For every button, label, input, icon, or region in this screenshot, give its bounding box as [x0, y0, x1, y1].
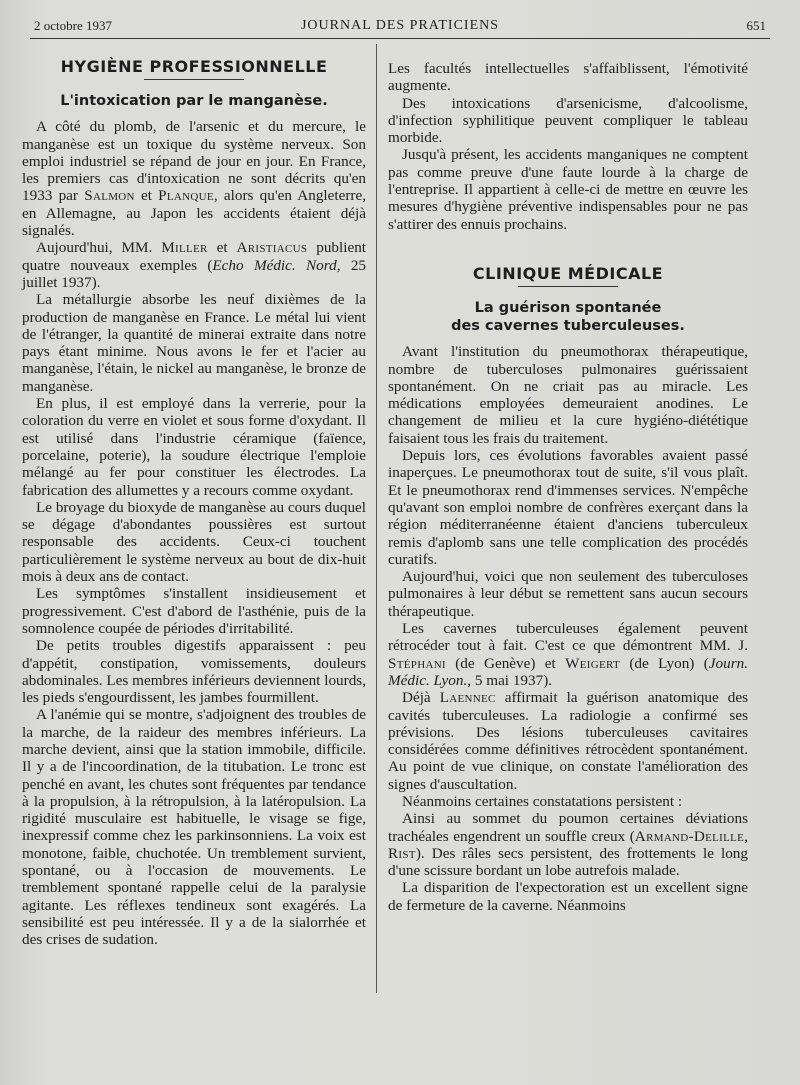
- author-name: Rist: [388, 844, 416, 862]
- journal-reference: Echo Médic. Nord: [212, 256, 337, 274]
- author-name: Weigert: [565, 654, 620, 672]
- author-name: Salmon: [84, 187, 135, 205]
- section-title-clinique: CLINIQUE MÉDICALE: [472, 263, 664, 283]
- paragraph: Déjà Laennec affirmait la guérison anatomique des cavités tuberculeuses. La radiologie a confirmé ses prévisions. Des lésions tuberculeuses cavitaires considérées comme définitives rétrocèdent spontanément. Au point de vue clinique, on constate l'amélioration des signes d'auscultation.: [388, 689, 749, 793]
- paragraph: A l'anémie qui se montre, s'adjoignent des troubles de la marche, de la raideur des membres inférieurs. La marche devient, ainsi que la station immobile, difficile. Il y a de l'incoordination, de la titubation. Le tronc est penché en avant, les chutes sont fréquentes par tendance à la propulsion, à la rétropulsion, à la latéropulsion. La rigidité musculaire est habituelle, le visage se fige, inexpressif comme chez les parkinsonniens. La voix est monotone, faible, chuchotée. Un tremblement survient, spontané, ou à l'occasion de mouvements. Le tremblement spontané rappelle celui de la paralysie agitante. Les réflexes tendineux sont exagérés. La sensibilité est peu intéressée. Il y a de la sialorrhée et des crises de sudation.: [22, 706, 366, 949]
- paragraph: La métallurgie absorbe les neuf dixièmes de la production de manganèse en France. Le métal lui vient de l'étranger, la quantité de minerai extraite dans notre pays étant minime. Nous avons le fer et l'acier au manganèse, l'étain, le nickel au manganèse, le bronze de manganèse.: [22, 291, 366, 395]
- paragraph: Néanmoins certaines constatations persistent :: [402, 792, 683, 810]
- paragraph: Jusqu'à présent, les accidents manganiques ne comptent pas comme preuve d'une faute lourde à la charge de l'entreprise. Il appartient à celle-ci de mettre en œuvre les mesures d'hygiène préventive indispensables pour ne pas s'attirer des ennuis prochains.: [388, 146, 748, 233]
- paragraph: Ainsi au sommet du poumon certaines déviations trachéales engendrent un souffle creux (Armand-Delille, Rist). Des râles secs persistent, des frottements le long d'une scissure bordant un lobe autrefois malade.: [388, 810, 748, 880]
- author-name: Aristiacus: [236, 239, 308, 257]
- issue-date: 2 octobre 1937: [34, 18, 112, 33]
- article-title-manganese: L'intoxication par le manganèse.: [60, 93, 328, 110]
- right-column: [388, 60, 748, 914]
- paragraph: Les facultés intellectuelles s'affaiblissent, l'émotivité augmente.: [388, 60, 748, 95]
- author-name: Stéphani: [388, 654, 446, 672]
- journal-title: JOURNAL DES PRATICIENS: [300, 18, 500, 33]
- paragraph: La disparition de l'expectoration est un excellent signe de fermeture de la caverne. Néanmoins: [388, 879, 748, 914]
- section-rule: [518, 286, 618, 287]
- paragraph: A côté du plomb, de l'arsenic et du mercure, le manganèse est un toxique du système nerveux. Son emploi industriel se répand de jour en jour. En France, les premiers cas d'intoxication ne sont décrits qu'en 1933 par Salmon et Planque, alors qu'en Angleterre, en Allemagne, au Japon les accidents étaient déjà signalés.: [22, 118, 367, 240]
- author-name: Planque: [158, 187, 214, 205]
- paragraph: Depuis lors, ces évolutions favorables avaient passé inaperçues. Le pneumothorax tout de suite, s'il vous plaît. Et le pneumothorax rend d'immenses services. N'empêche qu'avant son emploi nombre de confrères exerçant dans la région méditerranéenne étaient d'anciens tuberculeux remis d'aplomb sans une telle complication des procédés curatifs.: [388, 447, 748, 568]
- author-name: Laennec: [439, 689, 496, 707]
- paragraph: Les symptômes s'installent insidieusement et progressivement. C'est d'abord de l'asthénie, puis de la somnolence coupée de périodes d'irritabilité.: [22, 585, 366, 637]
- running-head: [34, 18, 766, 36]
- paragraph: Avant l'institution du pneumothorax thérapeutique, nombre de tuberculoses pulmonaires guérissaient spontanément. On ne criait pas au miracle. Les médications employées demeuraient anodines. Le changement de milieu et la cure hygiéno-diététique faisaient tous les frais du traitement.: [388, 343, 748, 447]
- article-title-cavernes: La guérison spontanée des cavernes tuberculeuses.: [451, 300, 685, 335]
- column-divider: [376, 44, 377, 993]
- paragraph: Les cavernes tuberculeuses également peuvent rétrocéder tout à fait. C'est ce que démontrent MM. J. Stéphani (de Genève) et Weigert (de Lyon) (Journ. Médic. Lyon., 5 mai 1937).: [388, 620, 748, 689]
- paragraph: De petits troubles digestifs apparaissent : peu d'appétit, constipation, vomissements, douleurs abdominales. Les membres inférieurs deviennent lourds, les pieds s'engourdissent, les jambes fourmillent.: [22, 637, 366, 707]
- paragraph: Aujourd'hui, voici que non seulement des tuberculoses pulmonaires à leur début se remettent sans aucun secours thérapeutique.: [388, 568, 748, 620]
- author-name: Miller: [161, 239, 208, 257]
- paragraph: Aujourd'hui, MM. Miller et Aristiacus publient quatre nouveaux exemples (Echo Médic. Nord, 25 juillet 1937).: [22, 239, 367, 291]
- section-rule: [144, 79, 244, 80]
- page-number: 651: [746, 18, 766, 33]
- paragraph: Le broyage du bioxyde de manganèse au cours duquel se dégage d'abondantes poussières est surtout responsable des accidents. Ceux-ci touchent particulièrement le système nerveux au bout de dix-huit mois à deux ans de contact.: [22, 498, 366, 586]
- header-rule: [30, 38, 770, 39]
- paragraph: Des intoxications d'arsenicisme, d'alcoolisme, d'infection syphilitique peuvent compliquer le tableau morbide.: [388, 94, 748, 147]
- section-title-hygiene: HYGIÈNE PROFESSIONNELLE: [60, 57, 328, 76]
- author-name: Armand-Delille: [634, 827, 745, 845]
- paragraph: En plus, il est employé dans la verrerie, pour la coloration du verre en violet et sous forme d'oxydant. Il est utilisé dans l'industrie céramique (faïence, porcelaine, poterie), la soudure électrique l'emploie mélangé au fer pour constituer les électrodes. La fabrication des allumettes y a recours comme oxydant.: [22, 395, 366, 499]
- left-column: [22, 56, 366, 949]
- journal-reference: Journ. Médic. Lyon.: [388, 654, 748, 689]
